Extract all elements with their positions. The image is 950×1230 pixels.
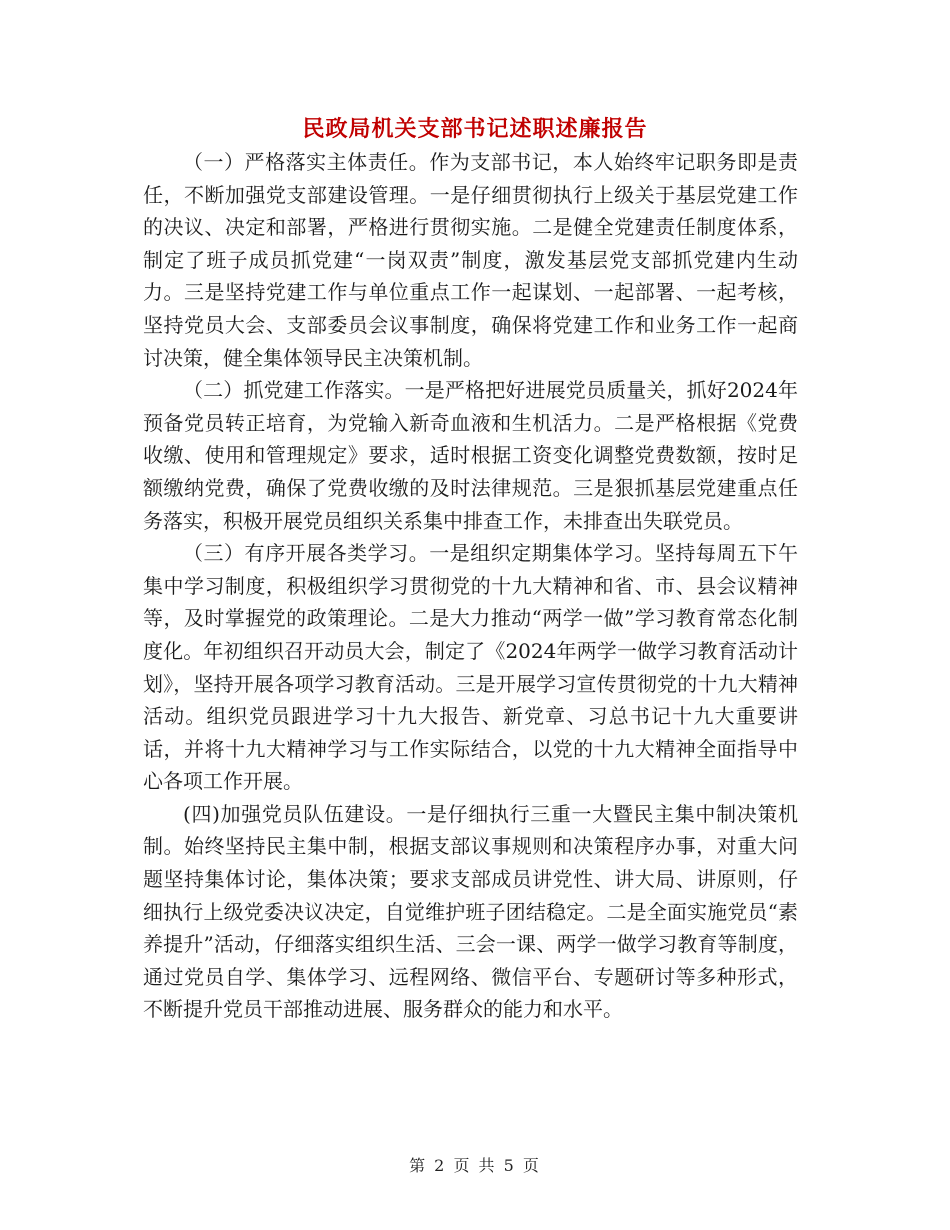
document-body xyxy=(143,146,798,1026)
page-number-footer: 第 2 页 共 5 页 xyxy=(409,1156,541,1175)
paragraph-4: (四)加强党员队伍建设。一是仔细执行三重一大暨民主集中制决策机制。始终坚持民主集中制，根据支部议事规则和决策程序办事，对重大问题坚持集体讨论，集体决策；要求支部成员讲党性、讲大局、讲原则，仔细执行上级党委决议决定，自觉维护班子团结稳定。二是全面实施党员“素养提升”活动，仔细落实组织生活、三会一课、两学一做学习教育等制度，通过党员自学、集体学习、远程网络、微信平台、专题研讨等多种形式，不断提升党员干部推动进展、服务群众的能力和水平。 xyxy=(143,801,798,1022)
document-title: 民政局机关支部书记述职述廉报告 xyxy=(302,116,648,142)
paragraph-3: （三）有序开展各类学习。一是组织定期集体学习。坚持每周五下午集中学习制度，积极组织学习贯彻党的十九大精神和省、市、县会议精神等，及时掌握党的政策理论。二是大力推动“两学一做”学习教育常态化制度化。年初组织召开动员大会，制定了《2024年两学一做学习教育活动计划》，坚持开展各项学习教育活动。三是开展学习宣传贯彻党的十九大精神活动。组织党员跟进学习十九大报告、新党章、习总书记十九大重要讲话，并将十九大精神学习与工作实际结合，以党的十九大精神全面指导中心各项工作开展。 xyxy=(143,541,798,794)
paragraph-2: （二）抓党建工作落实。一是严格把好进展党员质量关，抓好2024年预备党员转正培育，为党输入新奇血液和生机活力。二是严格根据《党费收缴、使用和管理规定》要求，适时根据工资变化调整党费数额，按时足额缴纳党费，确保了党费收缴的及时法律规范。三是狠抓基层党建重点任务落实，积极开展党员组织关系集中排查工作，未排查出失联党员。 xyxy=(143,378,798,533)
paragraph-1: （一）严格落实主体责任。作为支部书记，本人始终牢记职务即是责任，不断加强党支部建设管理。一是仔细贯彻执行上级关于基层党建工作的决议、决定和部署，严格进行贯彻实施。二是健全党建责任制度体系，制定了班子成员抓党建“一岗双责”制度，激发基层党支部抓党建内生动力。三是坚持党建工作与单位重点工作一起谋划、一起部署、一起考核，坚持党员大会、支部委员会议事制度，确保将党建工作和业务工作一起商讨决策，健全集体领导民主决策机制。 xyxy=(143,150,798,370)
